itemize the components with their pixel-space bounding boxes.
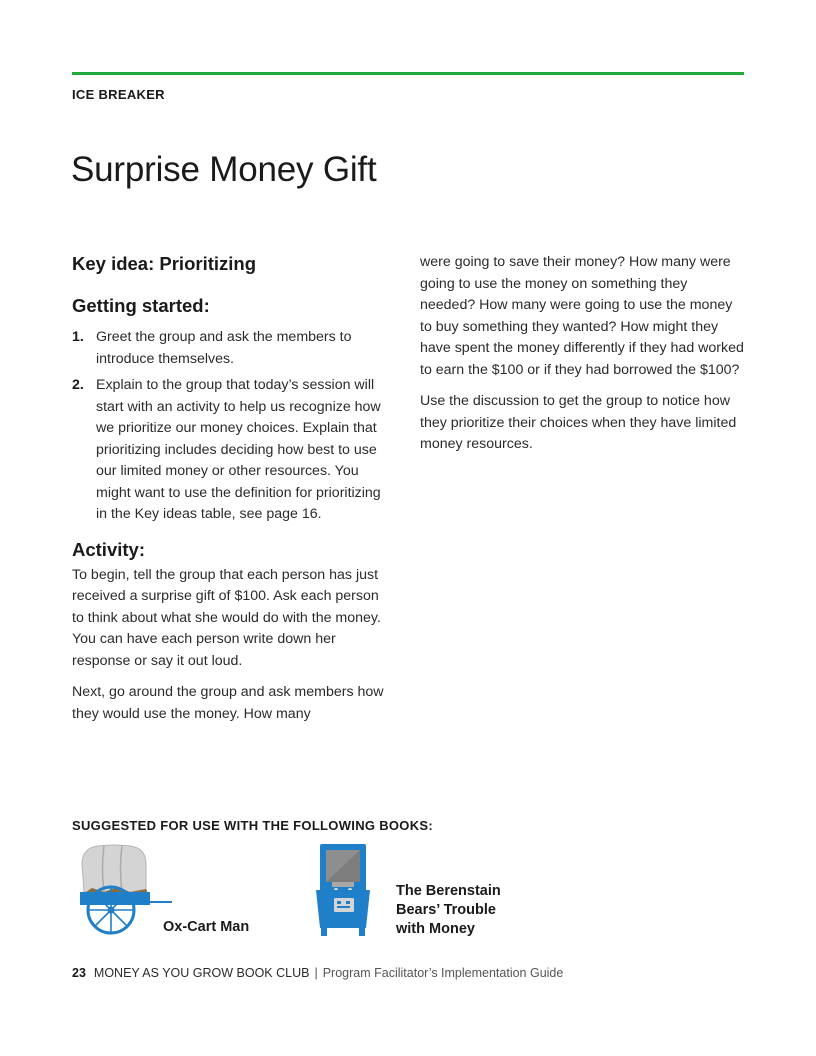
steps-list bbox=[72, 327, 394, 526]
header-rule bbox=[72, 72, 744, 75]
ox-cart-icon bbox=[74, 842, 174, 936]
section-label: ICE BREAKER bbox=[72, 87, 165, 102]
right-column bbox=[420, 252, 744, 456]
footer-separator: | bbox=[314, 966, 318, 980]
page-footer bbox=[72, 966, 563, 980]
getting-started-heading: Getting started: bbox=[72, 295, 210, 316]
list-item bbox=[72, 327, 394, 370]
activity-heading: Activity: bbox=[72, 538, 145, 560]
activity-paragraph: To begin, tell the group that each person has just received a surprise gift of $100. Ask each person to think about what she would do with the money. You can have each person write down her response or say it out loud. bbox=[72, 566, 381, 669]
footer-book-club: MONEY AS YOU GROW BOOK CLUB bbox=[93, 966, 310, 980]
step-number: 2. bbox=[72, 377, 84, 393]
page-number: 23 bbox=[72, 966, 86, 980]
list-item bbox=[72, 375, 394, 526]
discussion-paragraph: Use the discussion to get the group to notice how they prioritize their choices when they have limited money resources. bbox=[420, 393, 737, 452]
key-idea-heading: Key idea: Prioritizing bbox=[72, 253, 257, 274]
activity-paragraph: Next, go around the group and ask members how they would use the money. How many bbox=[72, 684, 384, 722]
left-column bbox=[72, 252, 394, 725]
discussion-paragraph: were going to save their money? How many were going to use the money on something they needed? How many were going to use the money to buy something they wanted? How might they have spent the money differently if they had worked to earn the $100 or if they had borrowed the $100? bbox=[420, 254, 744, 378]
step-text: Explain to the group that today’s session will start with an activity to help us recognize how we prioritize our money choices. Explain that prioritizing includes deciding how best to use our limited money or other resources. You might want to use the definition for prioritizing in the Key ideas table, see page 16. bbox=[96, 377, 381, 522]
books-label: SUGGESTED FOR USE WITH THE FOLLOWING BOOKS: bbox=[72, 818, 434, 833]
footer-guide: Program Facilitator’s Implementation Guide bbox=[322, 966, 564, 980]
book-title: The Berenstain Bears’ Trouble with Money bbox=[396, 883, 501, 937]
step-text: Greet the group and ask the members to introduce themselves. bbox=[96, 329, 352, 367]
book-title: Ox-Cart Man bbox=[163, 919, 250, 935]
step-number: 1. bbox=[72, 329, 84, 345]
arcade-machine-icon bbox=[313, 842, 373, 938]
page-title: Surprise Money Gift bbox=[71, 150, 377, 189]
